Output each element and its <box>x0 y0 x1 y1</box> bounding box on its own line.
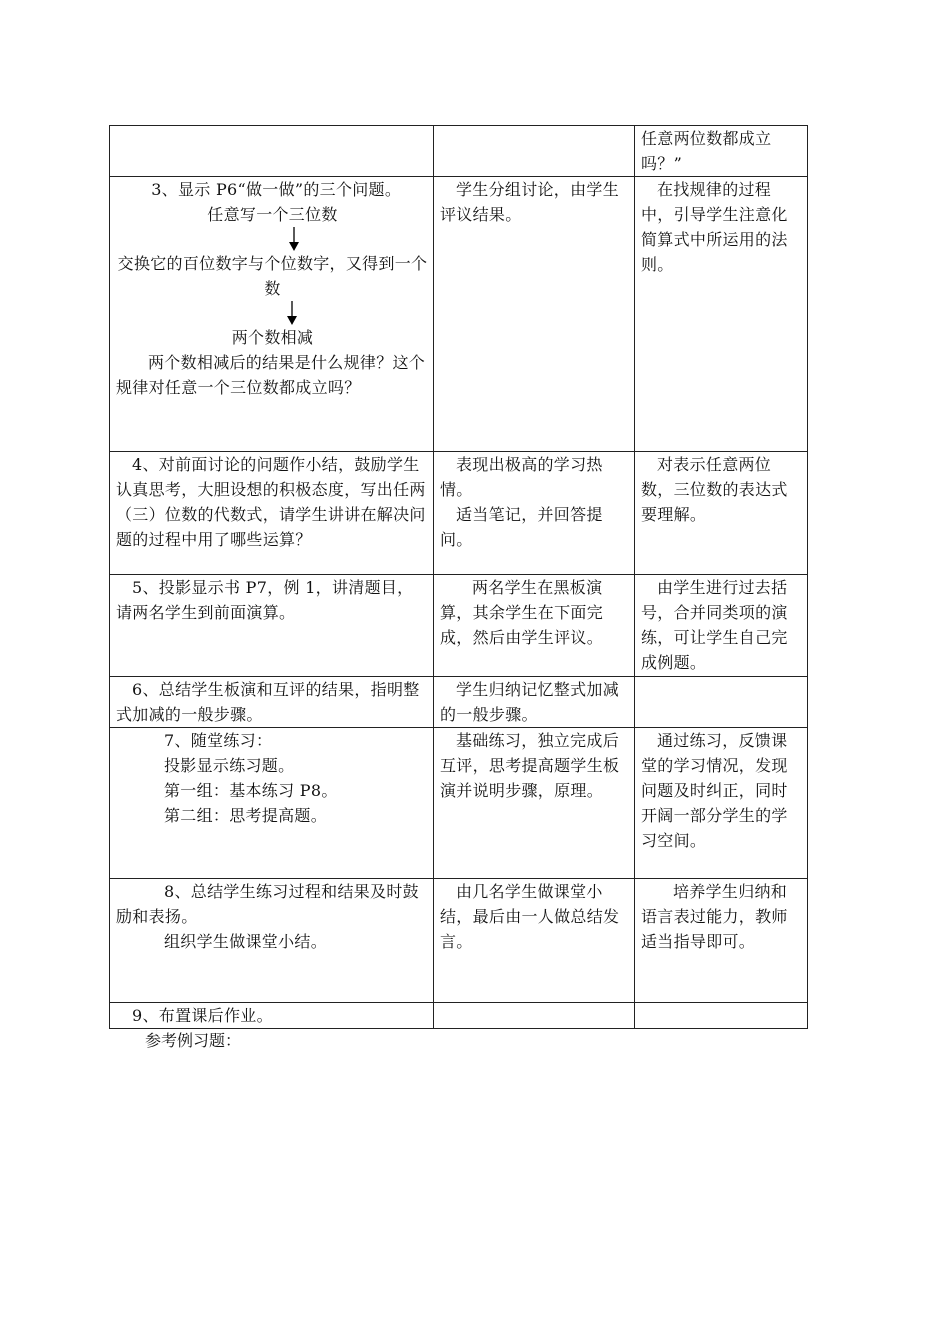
design-intent-cell <box>635 728 808 879</box>
teacher-activity-cell <box>110 677 434 728</box>
student-activity-cell <box>434 126 635 177</box>
teacher-activity-cell <box>110 879 434 1003</box>
cell-text: 5、投影显示书 P7，例 1，讲清题目，请两名学生到前面演算。 <box>116 578 414 622</box>
table-row <box>110 126 808 177</box>
cell-text: 两个数相减后的结果是什么规律？这个规律对任意一个三位数都成立吗？ <box>116 353 426 397</box>
cell-text: 6、总结学生板演和互评的结果，指明整式加减的一般步骤。 <box>116 680 420 724</box>
cell-text: 在找规律的过程中，引导学生注意化简算式中所运用的法则。 <box>641 180 788 274</box>
teacher-activity-cell <box>110 728 434 879</box>
cell-text: 培养学生归纳和语言表过能力，教师适当指导即可。 <box>641 882 788 951</box>
cell-text: 由学生进行过去括号，合并同类项的演练，可让学生自己完成例题。 <box>641 578 788 672</box>
table-row <box>110 177 808 452</box>
cell-text: 由几名学生做课堂小结，最后由一人做总结发言。 <box>440 882 620 951</box>
design-intent-cell <box>635 452 808 575</box>
student-activity-cell <box>434 677 635 728</box>
teacher-activity-cell <box>110 126 434 177</box>
arrow-down-icon <box>288 227 300 251</box>
design-intent-cell <box>635 879 808 1003</box>
design-intent-cell <box>635 677 808 728</box>
teacher-activity-cell <box>110 452 434 575</box>
cell-text: 7、随堂练习： <box>164 731 273 750</box>
design-intent-cell <box>635 126 808 177</box>
cell-text: 学生分组讨论，由学生评议结果。 <box>440 180 620 224</box>
lesson-plan-table <box>109 125 808 1029</box>
cell-text: 4、对前面讨论的问题作小结，鼓励学生认真思考，大胆设想的积极态度，写出任两（三）位数的代数式，请学生讲讲在解决问题的过程中用了哪些运算？ <box>116 455 426 549</box>
teacher-activity-cell <box>110 1003 434 1029</box>
student-activity-cell <box>434 1003 635 1029</box>
cell-text: 学生归纳记忆整式加减的一般步骤。 <box>440 680 620 724</box>
student-activity-cell <box>434 575 635 677</box>
student-activity-cell <box>434 177 635 452</box>
table-row <box>110 1003 808 1029</box>
cell-text: 第一组：基本练习 P8。 <box>164 781 338 800</box>
design-intent-cell <box>635 177 808 452</box>
cell-text: 9、布置课后作业。 <box>132 1006 273 1025</box>
cell-text: 第二组：思考提高题。 <box>164 806 328 825</box>
cell-text: 对表示任意两位数，三位数的表达式要理解。 <box>641 455 788 524</box>
design-intent-cell <box>635 575 808 677</box>
cell-text: 两名学生在黑板演算，其余学生在下面完成，然后由学生评议。 <box>440 578 604 647</box>
student-activity-cell <box>434 452 635 575</box>
table-row <box>110 452 808 575</box>
design-intent-cell <box>635 1003 808 1029</box>
arrow-down-icon <box>286 301 298 325</box>
flow-step: 两个数相减 <box>231 328 314 347</box>
cell-text: 组织学生做课堂小结。 <box>164 932 328 951</box>
cell-text: 通过练习，反馈课堂的学习情况，发现问题及时纠正，同时开阔一部分学生的学习空间。 <box>641 731 788 850</box>
teacher-activity-cell <box>110 575 434 677</box>
table-row <box>110 728 808 879</box>
table-row <box>110 879 808 1003</box>
teacher-activity-cell <box>110 177 434 452</box>
table-row <box>110 677 808 728</box>
flow-step: 任意写一个三位数 <box>207 205 338 224</box>
cell-text: 任意两位数都成立吗？” <box>641 129 772 173</box>
reference-exercises-heading: 参考例习题： <box>145 1031 242 1050</box>
cell-text: 3、显示 P6“做一做”的三个问题。 <box>151 180 402 199</box>
cell-text: 适当笔记，并回答提问。 <box>440 505 603 549</box>
cell-text: 表现出极高的学习热情。 <box>440 455 603 499</box>
table-row <box>110 575 808 677</box>
cell-text: 基础练习，独立完成后互评，思考提高题学生板演并说明步骤，原理。 <box>440 731 620 800</box>
student-activity-cell <box>434 879 635 1003</box>
cell-text: 投影显示练习题。 <box>164 756 295 775</box>
cell-text: 8、总结学生练习过程和结果及时鼓励和表扬。 <box>116 882 419 926</box>
student-activity-cell <box>434 728 635 879</box>
flow-step: 交换它的百位数字与个位数字，又得到一个数 <box>117 254 428 298</box>
